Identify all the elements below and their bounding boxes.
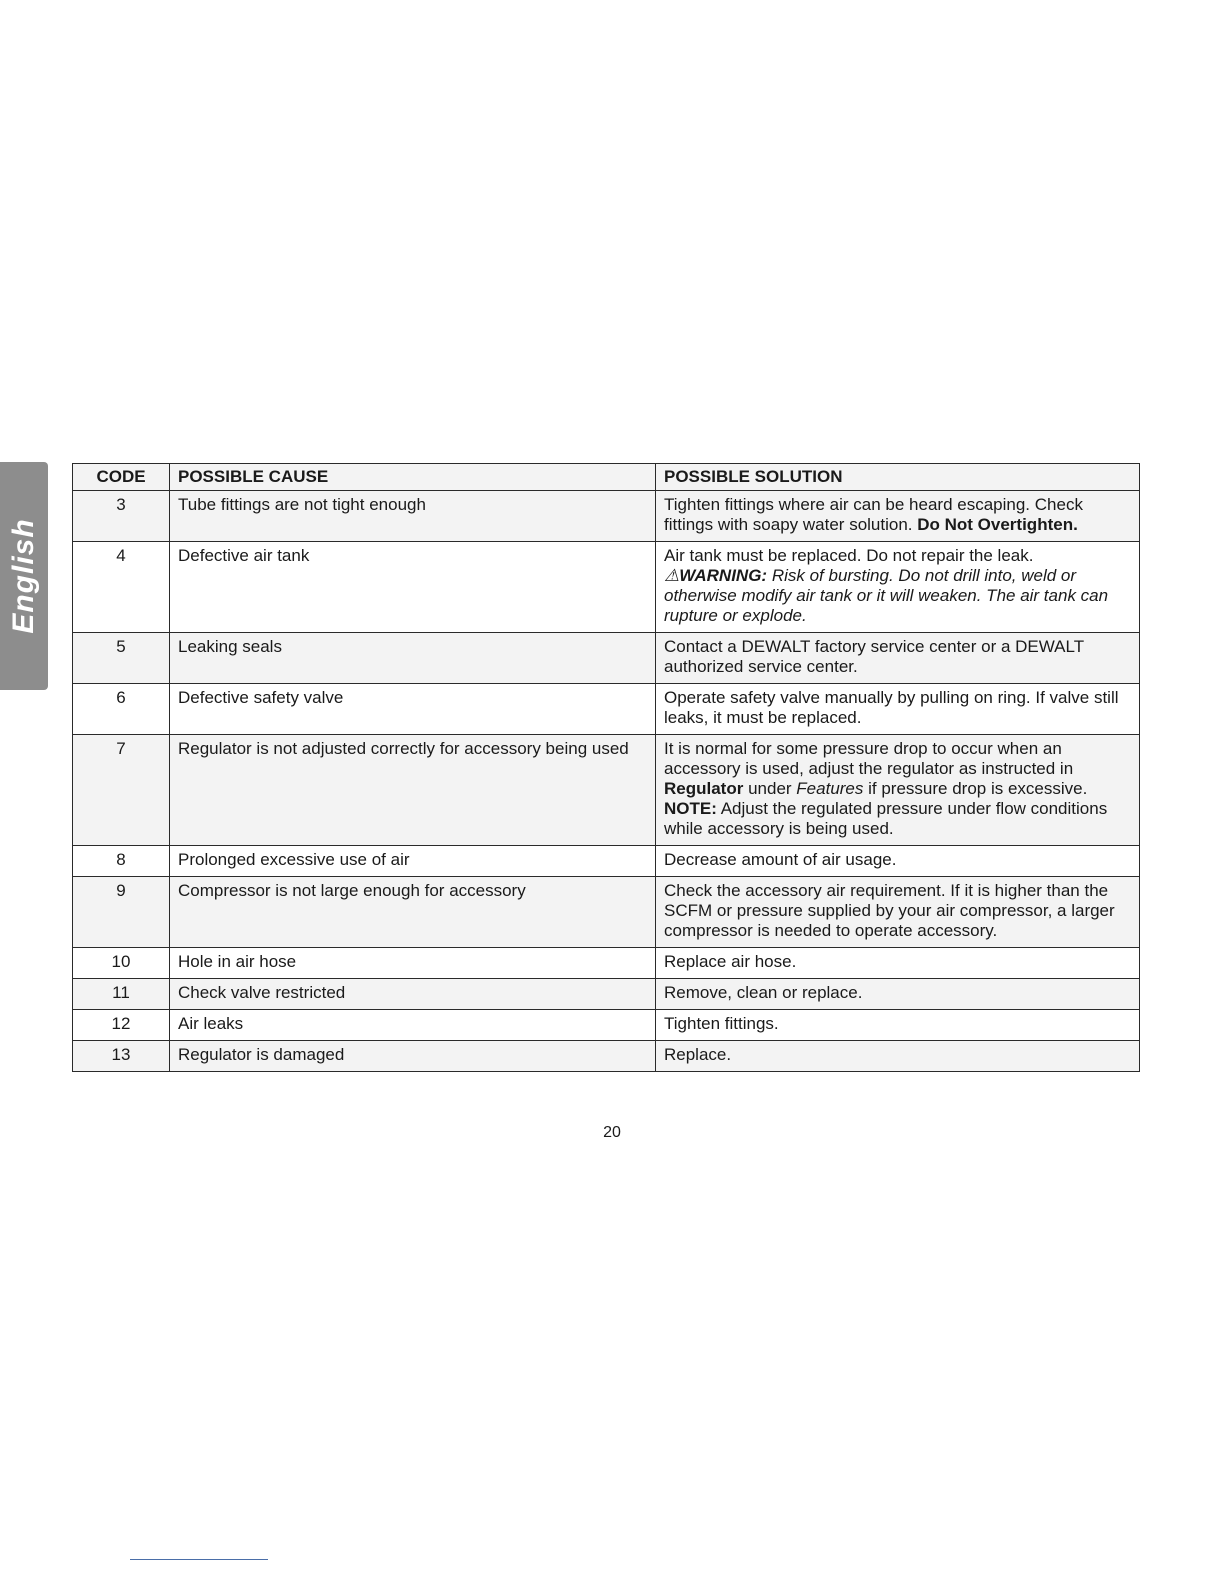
row-cause: Defective air tank: [170, 542, 656, 633]
row-code: 8: [73, 846, 170, 877]
header-code: CODE: [73, 464, 170, 491]
table-row: [73, 735, 1140, 846]
row-cause: Regulator is damaged: [170, 1041, 656, 1072]
row-code: 12: [73, 1010, 170, 1041]
table-row: [73, 1010, 1140, 1041]
row-solution: Contact a DEWALT factory service center or a DEWALT authorized service center.: [656, 633, 1140, 684]
row-code: 11: [73, 979, 170, 1010]
row-code: 6: [73, 684, 170, 735]
row-code: 13: [73, 1041, 170, 1072]
row-cause: Air leaks: [170, 1010, 656, 1041]
note: NOTE: Adjust the regulated pressure under flow conditions while accessory is being used.: [664, 799, 1108, 838]
row-solution: Air tank must be replaced. Do not repair the leak. ⚠WARNING: Risk of bursting. Do not drill into, weld or otherwise modify air tank or it will weaken. The air tank can rupture or explode.: [656, 542, 1140, 633]
footer-rule: [130, 1559, 268, 1560]
row-code: 5: [73, 633, 170, 684]
row-cause: Check valve restricted: [170, 979, 656, 1010]
table-row: [73, 633, 1140, 684]
table-row: [73, 846, 1140, 877]
row-cause: Prolonged excessive use of air: [170, 846, 656, 877]
row-solution: Replace air hose.: [656, 948, 1140, 979]
row-solution: It is normal for some pressure drop to occur when an accessory is used, adjust the regulator as instructed in Regulator under Features if pressure drop is excessive. NOTE: Adjust the regulated pressure under flow conditions while accessory is being used.: [656, 735, 1140, 846]
row-code: 9: [73, 877, 170, 948]
table-row: [73, 948, 1140, 979]
page-number: 20: [603, 1124, 621, 1141]
row-cause: Compressor is not large enough for accessory: [170, 877, 656, 948]
row-cause: Tube fittings are not tight enough: [170, 491, 656, 542]
header-cause: POSSIBLE CAUSE: [170, 464, 656, 491]
table-row: [73, 542, 1140, 633]
row-solution: Tighten fittings.: [656, 1010, 1140, 1041]
table-row: [73, 491, 1140, 542]
row-code: 3: [73, 491, 170, 542]
table-row: [73, 684, 1140, 735]
row-cause: Hole in air hose: [170, 948, 656, 979]
table-row: [73, 1041, 1140, 1072]
row-solution: Remove, clean or replace.: [656, 979, 1140, 1010]
language-label: English: [7, 518, 40, 634]
row-solution: Operate safety valve manually by pulling on ring. If valve still leaks, it must be replaced.: [656, 684, 1140, 735]
row-solution: Decrease amount of air usage.: [656, 846, 1140, 877]
row-code: 4: [73, 542, 170, 633]
table-header-row: [73, 464, 1140, 491]
row-solution: Tighten fittings where air can be heard escaping. Check fittings with soapy water solution. Do Not Overtighten.: [656, 491, 1140, 542]
row-cause: Leaking seals: [170, 633, 656, 684]
language-tab: [0, 462, 48, 690]
row-cause: Regulator is not adjusted correctly for accessory being used: [170, 735, 656, 846]
warning-icon: ⚠: [664, 566, 680, 585]
row-solution: Replace.: [656, 1041, 1140, 1072]
row-code: 7: [73, 735, 170, 846]
warning-note: ⚠WARNING: Risk of bursting. Do not drill into, weld or otherwise modify air tank or it will weaken. The air tank can rupture or explode.: [664, 566, 1109, 625]
troubleshooting-table: [72, 463, 1140, 1072]
table-row: [73, 979, 1140, 1010]
row-cause: Defective safety valve: [170, 684, 656, 735]
row-code: 10: [73, 948, 170, 979]
table-row: [73, 877, 1140, 948]
row-solution: Check the accessory air requirement. If it is higher than the SCFM or pressure supplied by your air compressor, a larger compressor is needed to operate accessory.: [656, 877, 1140, 948]
header-solution: POSSIBLE SOLUTION: [656, 464, 1140, 491]
